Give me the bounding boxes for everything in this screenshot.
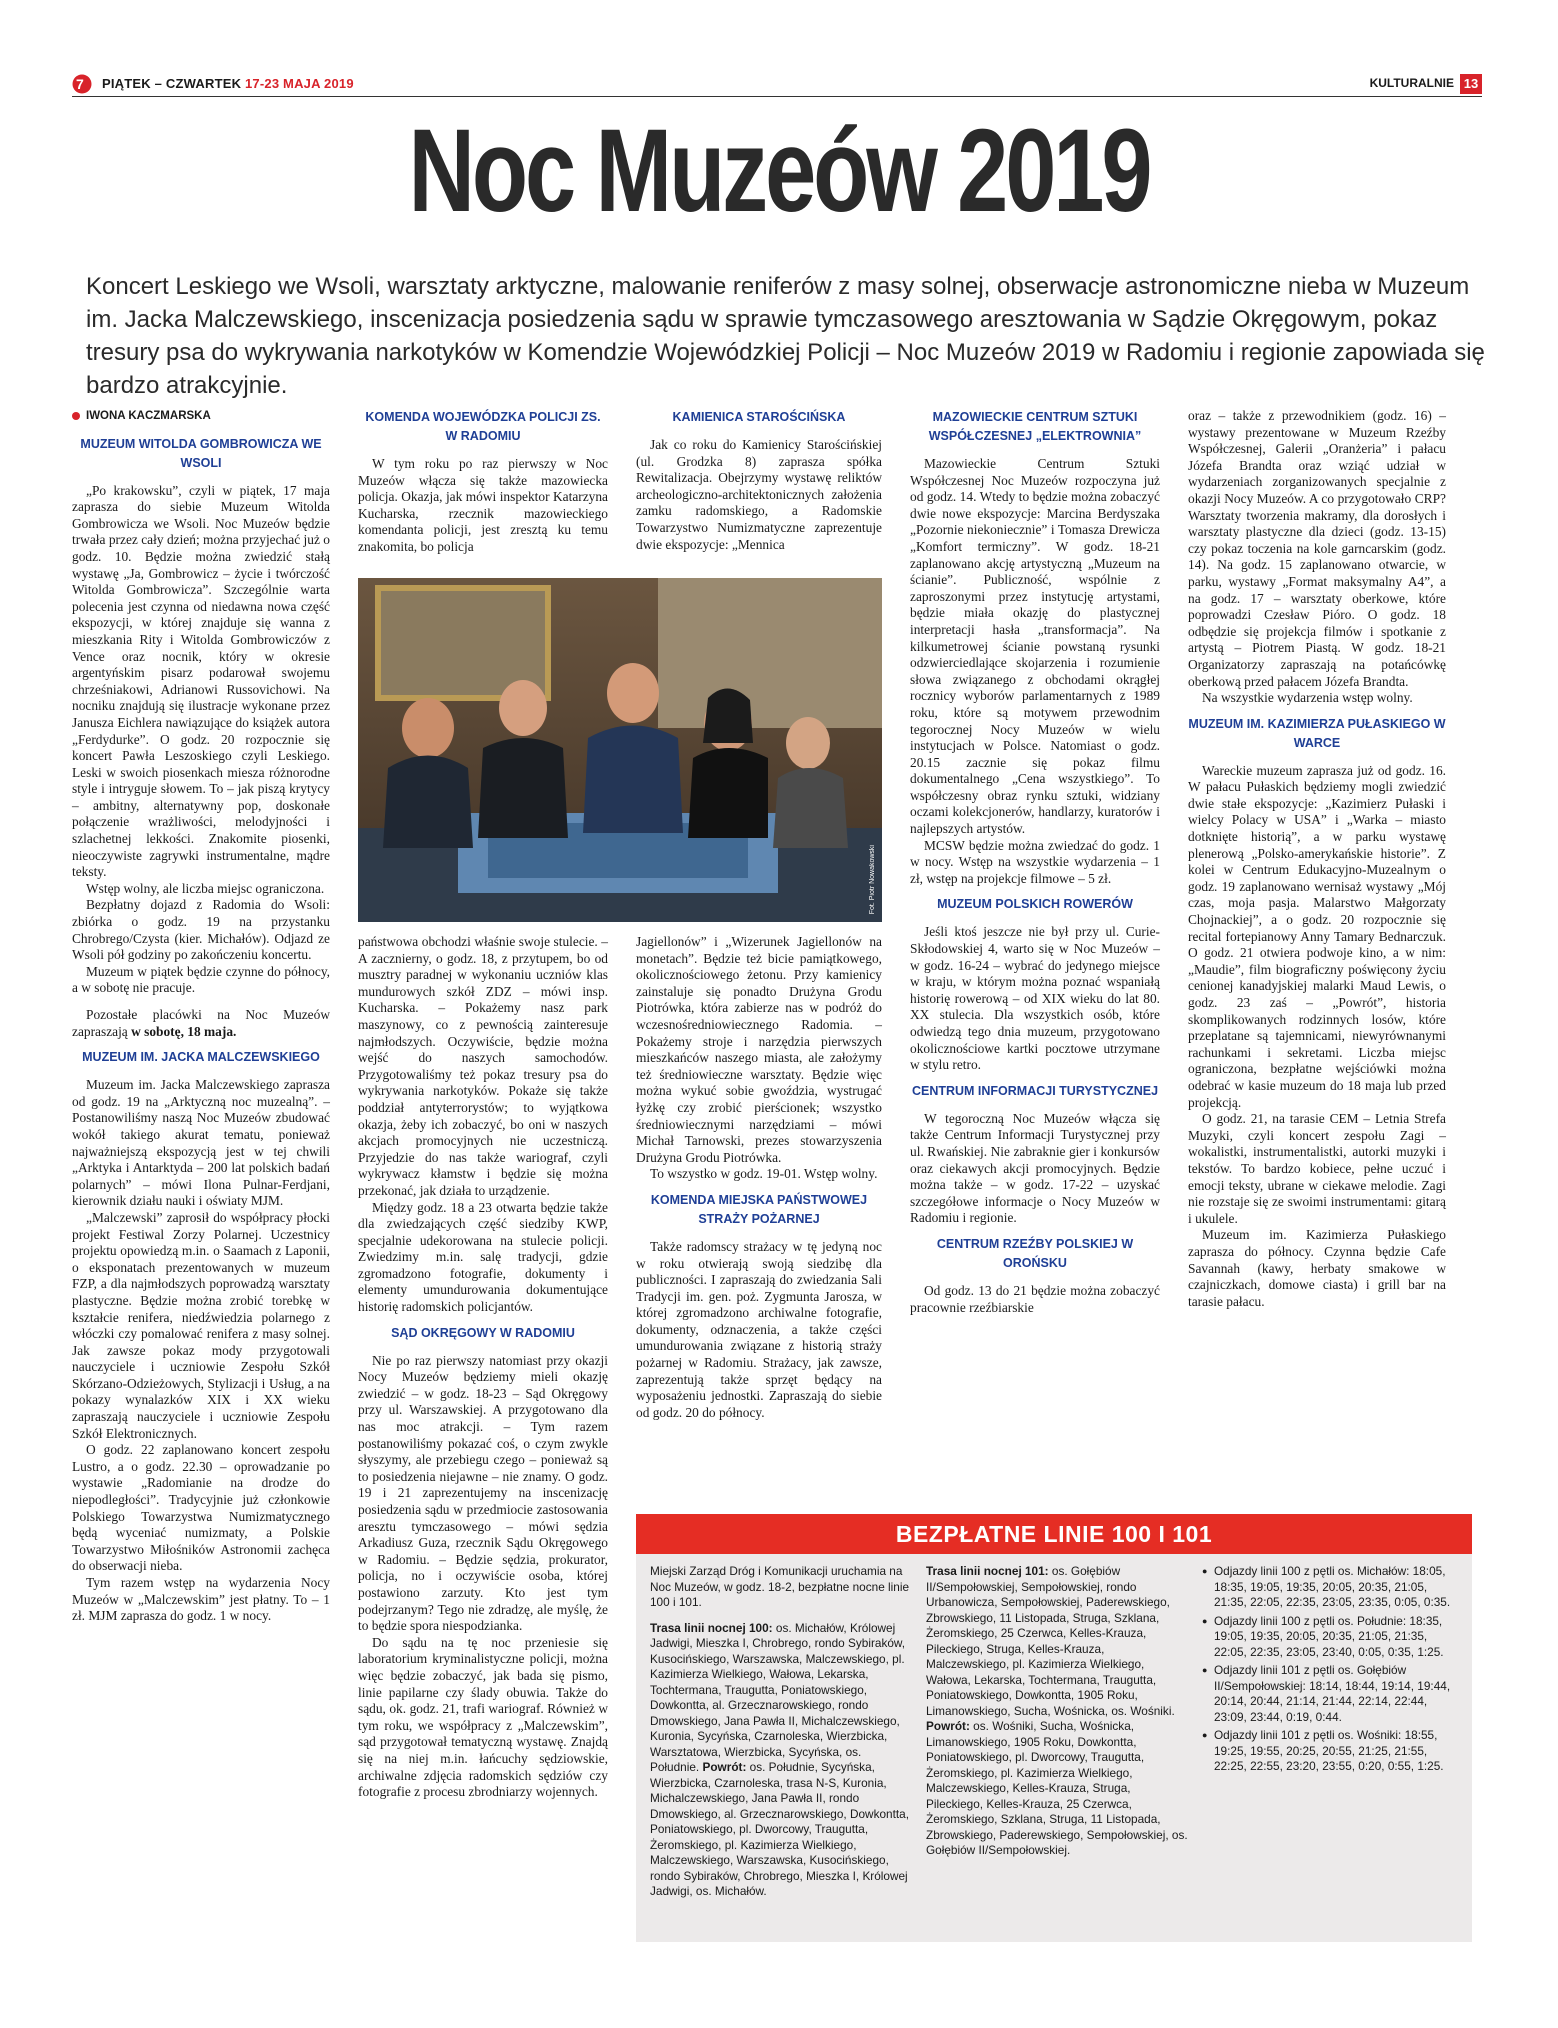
departure-times-item: ● Odjazdy linii 101 z pętli os. Wośniki: 18:55, 19:25, 19:55, 20:25, 20:55, 21:25, 21:55, 22:25, 22:55, 23:20, 23:55, 0:20, 0:55, 1:25. [1202,1728,1460,1775]
paragraph: O godz. 21, na tarasie CEM – Letnia Strefa Muzyki, czyli koncert zespołu Zagi – wokalistki, instrumentalistki, autorki muzyki i tekstów. To bardzo kobiece, pełne uczuć i emocji teksty, ubrane w ciekawe melodie. Zagi nie rozstaje się ze swoimi instrumentami: gitarą i ukulele. [1188,1111,1446,1226]
heading-bicycle-museum: MUZEUM POLSKICH ROWERÓW [937,897,1133,912]
heading-tourist-info: CENTRUM INFORMACJI TURYSTYCZNEJ [911,1083,1159,1098]
heading-malczewski-museum: MUZEUM IM. JACKA MALCZEWSKIEGO [82,1050,320,1065]
heading-court: SĄD OKRĘGOWY W RADOMIU [391,1325,575,1340]
photo-credit: Fot. Piotr Nowakowski [869,844,876,914]
paragraph: Jagiellonów” i „Wizerunek Jagiellonów na monetach”. Będzie też bicie pamiątkowego, okolicznościowego żetonu. Przy kamienicy zainstaluje się ponadto Drużyna Grodu Piotrówka, która zabierze nas w podróż do wczesnośredniowiecznego Radomia. – Pokażemy stroje i narzędzia pierwszych mieszkańców naszego miasta, ale założymy też średniowieczne warsztaty. Będzie więc można wykuć sobie gwoździa, wystrugać łyżkę czy zrobić pierścionek; wszystko średniowiecznymi narzędziami – mówi Michał Tarnowski, prezes stowarzyszenia Drużyna Grodu Piotrówka. [636,934,882,1165]
column-1 [72,408,330,1625]
paragraph: Pozostałe placówki na Noc Muzeów zapraszają w sobotę, 18 maja. [72,1007,330,1039]
paragraph: Wareckie muzeum zaprasza już od godz. 16. W pałacu Pułaskich będziemy mogli zwiedzić dwie stałe ekspozycje: „Kazimierz Pułaski i wielcy Polacy w USA” i „Warka – miasto dotknięte historią”, a w parku wystawę plenerową „Polsko-amerykańskie historie”. Z kolei w Centrum Edukacyjno-Muzealnym o godz. 19 zaplanowano wernisaż wystawy „Mój czas, moja pasja. Malarstwo Małgorzaty Chojnackiej”, a o godz. 20 rozpocznie się recital fortepianowy Anny Tamary Bednarczuk. O godz. 21 otwiera podwoje kino, a w nim: „Maudie”, film biograficzny poświęcony życiu cenionej kanadyjskiej malarki Maud Lewis, o godz. 23 zaś – „Powrót”, historia skomplikowanych rodzinnych losów, które przeplatane są tajemnicami, niewyrównanymi rachunkami i sekretami. Liczba miejsc ograniczona, bezpłatne wejściówki można odebrać w kasie muzeum do 18 maja lub przed projekcją. [1188,762,1446,1110]
bus-column-2 [926,1564,1188,1869]
bullet-icon [72,412,80,420]
paragraph: Muzeum im. Kazimierza Pułaskiego zaprasza do północy. Czynna będzie Cafe Savannah (kawy, herbaty smakowe w czajniczkach, domowe ciasta) i grill bar na tarasie pałacu. [1188,1227,1446,1309]
paragraph: W tegoroczną Noc Muzeów włącza się także Centrum Informacji Turystycznej przy ul. Rwańskiej. Nie zabraknie gier i konkursów oraz ciekawych akcji promocyjnych. Będzie można także – w godz. 17-22 – uzyskać szczegółowe informacje o Nocy Muzeów w Radomiu i regionie. [910,1110,1160,1226]
route-101: Trasa linii nocnej 101: os. Gołębiów II/Sempołowskiej, Sempołowskiej, rondo Urbanowicza, Sempołowskiej, Paderewskiego, Zbrowskiego, 11 Listopada, Struga, Szklana, Żeromskiego, 25 Czerwca, Kelles-Krauza, Pileckiego, Struga, Kelles-Krauza, Malczewskiego, pl. Kazimierza Wielkiego, Wałowa, Lekarska, Tochtermana, Traugutta, Poniatowskiego, Dowkontta, 1905 Roku, Limanowskiego, Sucha, Wośnicka, os. Wośniki. Powrót: os. Wośniki, Sucha, Wośnicka, Limanowskiego, 1905 Roku, Dowkontta, Poniatowskiego, pl. Dworcowy, Traugutta, Żeromskiego, pl. Kazimierza Wielkiego, Malczewskiego, Kelles-Krauza, Struga, Pileckiego, Kelles-Krauza, 25 Czerwca, Żeromskiego, Szklana, Struga, 11 Listopada, Zbrowskiego, Paderewskiego, Sempołowskiej, os. Gołębiów II/Sempołowskiej. [926,1564,1188,1857]
heading-sculpture-center: CENTRUM RZEŹBY POLSKIEJ W OROŃSKU [936,1236,1134,1270]
svg-text:7: 7 [76,76,84,92]
paragraph: Bezpłatny dojazd z Radomia do Wsoli: zbiórka o godz. 19 na przystanku Chrobrego/Czysta (kier. Michałów). Odjazd ze Wsoli pół godziny po zakończeniu koncertu. [72,897,330,963]
column-2-bottom [358,934,608,1801]
page-header [72,74,1482,96]
section-label: KULTURALNIE [1369,76,1454,90]
bus-intro: Miejski Zarząd Dróg i Komunikacji uruchamia na Noc Muzeów, w godz. 18-2, bezpłatne nocne linie 100 i 101. [650,1564,910,1609]
route-100: Trasa linii nocnej 100: os. Michałów, Królowej Jadwigi, Mieszka I, Chrobrego, rondo Sybiraków, Kusocińskiego, Warszawska, Malczewskiego, pl. Kazimierza Wielkiego, Wałowa, Lekarska, Tochtermana, Traugutta, Poniatowskiego, Dowkontta, al. Grzecznarowskiego, rondo Dmowskiego, Jana Pawła II, Michalczewskiego, Kuronia, Sycyńska, Czarnoleska, Wierzbicka, Warsztatowa, Wierzbicka, Sycyńska, os. Południe. Powrót: os. Południe, Sycyńska, Wierzbicka, Czarnoleska, trasa N-S, Kuronia, Michalczewskiego, Jana Pawła II, rondo Dmowskiego, al. Grzecznarowskiego, Dowkontta, Poniatowskiego, pl. Dworcowy, Traugutta, Żeromskiego, pl. Kazimierza Wielkiego, Malczewskiego, Warszawska, Kusocińskiego, rondo Sybiraków, Chrobrego, Mieszka I, Królowej Jadwigi, os. Michałów. [650,1620,909,1898]
heading-kamienica: KAMIENICA STAROŚCIŃSKA [672,410,846,424]
paragraph: Jeśli ktoś jeszcze nie był przy ul. Curie-Skłodowskiej 4, warto się w Noc Muzeów – w godz. 16-24 – wybrać do jedynego miejsce w kraju, w którym można poznać wspaniałą historię rowerową – od XIX wieku do lat 80. XX stulecia. Dla wszystkich osób, które odwiedzą tego dnia muzeum, przygotowano okolicznościowe kartki pocztowe utrzymane w stylu retro. [910,924,1160,1073]
paragraph: Jak co roku do Kamienicy Starościńskiej (ul. Grodzka 8) zaprasza spółka Rewitalizacja. Obejrzymy wystawę reliktów archeologiczno-architektonicznych założenia zamku radomskiego, a Radomskie Towarzystwo Numizmatyczne zaprezentuje dwie ekspozycje: „Mennica [636,437,882,552]
paragraph: państwowa obchodzi właśnie swoje stulecie. – A zacznierny, o godz. 18, z przytupem, bo od musztry paradnej w wykonaniu uczniów klas mundurowych szkół ZDZ – mówi insp. Kucharska. – Pokażemy nasz park maszynowy, co z pewnością zainteresuje najmłodszych. Oczywiście, będzie można wejść do naszych samochodów. Przygotowaliśmy też pokaz tresury psa do wykrywania narkotyków. Pokaże się także poddział antyterrorystów; to wyjątkowa okazja, żeby ich zobaczyć, bo oni w naszych akcjach promocyjnych nie uczestniczą. Przyjedzie do nas także wariograf, czyli wykrywacz kłamstw i będzie się można przekonać, jak działa to urządzenie. [358,934,608,1198]
departure-times-item: ● Odjazdy linii 100 z pętli os. Michałów: 18:05, 18:35, 19:05, 19:35, 20:05, 20:35, 21:05, 21:35, 22:05, 22:35, 23:05, 23:35, 0:05, 0:35. [1202,1564,1460,1611]
paragraph: W tym roku po raz pierwszy w Noc Muzeów włącza się także mazowiecka policja. Okazja, jak mówi inspektor Katarzyna Kucharska, rzecznik mazowieckiego komendanta policji, jest zresztą ku temu znakomita, bo policja [358,456,608,554]
paragraph: Wstęp wolny, ale liczba miejsc ograniczona. [86,880,325,896]
bus-column-3 [1202,1564,1460,1778]
column-2-top [358,408,608,556]
heading-police: KOMENDA WOJEWÓDZKA POLICJI ZS. W RADOMIU [365,410,601,443]
paragraph: MCSW będzie można zwiedzać do godz. 1 w nocy. Wstęp na wszystkie wydarzenia – 1 zł, wstęp na projekcje filmowe – 5 zł. [910,837,1160,886]
bus-lines-box [636,1554,1472,1942]
press-conference-photo [358,578,882,922]
issue-dates: PIĄTEK – CZWARTEK 17-23 MAJA 2019 [102,76,354,91]
column-3-bottom [636,934,882,1421]
paragraph: Tym razem wstęp na wydarzenia Nocy Muzeów w „Malczewskim” jest płatny. To – 1 zł. MJM zaprasza do godz. 1 w nocy. [72,1575,330,1624]
heading-gombrowicz-museum: MUZEUM WITOLDA GOMBROWICZA WE WSOLI [80,436,322,470]
paragraph: Na wszystkie wydarzenia wstęp wolny. [1202,690,1413,706]
paragraph: O godz. 22 zaplanowano koncert zespołu Lustro, a o godz. 22.30 – oprowadzanie po wystawie „Radomianie na drodze do niepodległości”. Tradycyjnie już członkowie Polskiego Towarzystwa Numizmatycznego będą wyceniać numizmaty, a Polskie Towarzystwo Miłośników Astronomii zachęca do obserwacji nieba. [72,1442,330,1574]
bus-column-1 [650,1564,912,1910]
heading-elektrownia: MAZOWIECKIE CENTRUM SZTUKI WSPÓŁCZESNEJ „ELEKTROWNIA” [928,410,1142,443]
paragraph: Do sądu na tę noc przeniesie się laboratorium kryminalistyczne policji, można więc będzie zobaczyć, jak bada się pismo, linie papilarne czy ślady obuwia. Także do sądu, ok. godz. 21, trafi wariograf. Również w tym roku, we współpracy z „Malczewskim”, sąd przygotował tematyczną wystawę. Znajdą się na niej m.in. łańcuchy sędziowskie, archiwalne zdjęcia radomskich sędziów czy fotografie z procesu zbrodniarzy wojennych. [358,1634,608,1800]
column-3-top [636,408,882,553]
author-byline: IWONA KACZMARSKA [72,408,330,425]
paragraph: Muzeum im. Jacka Malczewskiego zaprasza od godz. 19 na „Arktyczną noc muzealną”. – Postanowiliśmy naszą Noc Muzeów zbudować wokół takiego akurat tematu, ponieważ najważniejszą ekspozycją jest w tej chwili „Arktyka i Antarktyda – 200 lat polskich badań polarnych” – mówi Ilona Pulnar-Ferdjani, kierownik działu nauki i oświaty MJM. [72,1077,330,1209]
departure-times-item: ● Odjazdy linii 100 z pętli os. Południe: 18:35, 19:05, 19:35, 20:05, 20:35, 21:05, 21:35, 22:05, 22:35, 23:05, 23:40, 0:05, 0:35, 1:25. [1202,1614,1460,1661]
column-5 [1188,408,1446,1310]
heading-fire-brigade: KOMENDA MIEJSKA PAŃSTWOWEJ STRAŻY POŻARNEJ [650,1192,868,1226]
departure-times-list [1202,1564,1460,1775]
departure-times-item: ● Odjazdy linii 101 z pętli os. Gołębiów II/Sempołowskiej: 18:14, 18:44, 19:14, 19:44, 20:14, 20:44, 21:14, 21:44, 22:14, 22:44, 23:09, 23:44, 0:19, 0:44. [1202,1663,1460,1725]
paragraph: To wszystko w godz. 19-01. Wstęp wolny. [650,1166,878,1182]
paragraph: Między godz. 18 a 23 otwarta będzie także dla zwiedzających część siedziby KWP, specjalnie udekorowana na stulecie policji. Zwiedzimy m.in. salę tradycji, gdzie zgromadzono fotografie, dokumenty i elementy umundurowania dokumentujące historię radomskich policjantów. [358,1199,608,1315]
column-4 [910,408,1160,1316]
page-number: 13 [1460,74,1482,94]
paragraph: oraz – także z przewodnikiem (godz. 16) – wystawy prezentowane w Muzeum Rzeźby Współczesnej, Galerii „Oranżeria” i pałacu Józefa Brandta oraz wziąć udział w wydarzeniach zorganizowanych specjalnie z okazji Nocy Muzeów. A co przygotowało CRP? Warsztaty tworzenia makramy, dla dorosłych i warsztaty plastyczne dla dzieci (godz. 13-15) czy pokaz toczenia na kole garncarskim (godz. 14). Na godz. 15 zaplanowano otwarcie, w parku, wystawy „Format maksymalny A4”, a na godz. 17 – warsztaty oberkowe, które poprowadzi Czesław Pióro. O godz. 18 odbędzie się projekcja filmów i spotkanie z artystą – Piotrem Piastą. W godz. 18-21 Organizatorzy zapraszają na potańcówkę oberkową przed pałacem Józefa Brandta. [1188,408,1446,689]
paragraph: Także radomscy strażacy w tę jedyną noc w roku otwierają swoją siedzibę dla publiczności. I zapraszają do zwiedzania Sali Tradycji im. gen. poż. Zygmunta Jarosza, w której zgromadzono archiwalne fotografie, dokumenty, odznaczenia, a także części umundurowania związane z historią straży pożarnej w Radomiu. Strażacy, jak zawsze, zaprezentują także sprzęt będący na wyposażeniu jednostki. Zapraszają do siebie od godz. 20 do północy. [636,1238,882,1420]
newspaper-logo-icon [72,74,98,94]
paragraph: „Malczewski” zaprosił do współpracy płocki projekt Festiwal Zorzy Polarnej. Uczestnicy projektu opowiedzą m.in. o Saamach z Laponii, o eksponatach prezentowanych w muzeum FZP, a dla najmłodszych poprowadzą warsztaty plastyczne. Będzie można zrobić torebkę w kształcie renifera, niedźwiedzia polarnego z włóczki czy pomalować renifera z masy solnej. Jak zawsze pokaz mody przygotowali nauczyciele i uczniowie Zespołu Szkół Skórzano-Odzieżowych, Stylizacji i Usług, a na pokazy wynalazków XIX i XX wieku zapraszają nauczyciele i uczniowie Zespołu Szkół Elektronicznych. [72,1209,330,1441]
paragraph: Mazowieckie Centrum Sztuki Współczesnej Noc Muzeów rozpoczyna już od godz. 14. Wtedy to będzie można zobaczyć dwie nowe ekspozycje: Marcina Berdyszaka „Pozornie niekoniecznie” i Tomasza Drewicza „Komfort termiczny”. W godz. 18-21 zaplanowano akcję artystyczną „Muzeum na ścianie”. Publiczność, wspólnie z zaproszonymi przez instytucję artystami, będzie miała okazję do plastycznej interpretacji hasła „transformacja”. Na kilkumetrowej ścianie powstaną rysunki odzwierciedlające skojarzenia i rozumienie słowa związanego z obchodami okrągłej rocznicy wyborów parlamentarnych z 1989 roku, które są motywem przewodnim tegorocznej Nocy Muzeów w wielu instytucjach w Polsce. Natomiast o godz. 20.15 zacznie się pokaz filmu dokumentalnego „Cena wszystkiego”. To współczesny obraz rynku sztuki, widziany oczami kolekcjonerów, handlarzy, kuratorów i najlepszych artystów. [910,456,1160,837]
lead-paragraph: Koncert Leskiego we Wsoli, warsztaty arktyczne, malowanie reniferów z masy solnej, obserwacje astronomiczne nieba w Muzeum im. Jacka Malczewskiego, inscenizacja posiedzenia sądu w sprawie tymczasowego aresztowania w Sądzie Okręgowym, pokaz tresury psa do wykrywania narkotyków w Komendzie Wojewódzkiej Policji – Noc Muzeów 2019 w Radomiu i regionie zapowiada się bardzo atrakcyjnie. [86,273,1485,399]
page-title: Noc Muzeów 2019 [408,105,1150,237]
photo-illustration [358,578,882,922]
heading-pulaski-museum: MUZEUM IM. KAZIMIERZA PUŁASKIEGO W WARCE [1188,716,1446,750]
header-rule [72,96,1482,97]
paragraph: Nie po raz pierwszy natomiast przy okazji Nocy Muzeów będziemy mieli okazję zwiedzić – w godz. 18-23 – Sąd Okręgowy przy ul. Warszawskiej. A przygotowano dla nas moc atrakcji. – Tym razem postanowiliśmy pokazać coś, o czym zwykle słyszymy, ale przebiegu czego – ponieważ są to posiedzenia niejawne – nie znamy. O godz. 19 i 21 zaprezentujemy na inscenizację posiedzenia sądu w przedmiocie zastosowania aresztu tymczasowego – mówi sędzia Arkadiusz Guza, rzecznik Sądu Okręgowego w Radomiu. – Będzie sędzia, prokurator, policja, no i oczywiście osoba, której postawiono zarzuty. Kto jest tym podejrzanym? Tego nie zdradzę, ale myślę, że to będzie spora niespodzianka. [358,1352,608,1634]
paragraph: „Po krakowsku”, czyli w piątek, 17 maja zaprasza do siebie Muzeum Witolda Gombrowicza we Wsoli. Noc Muzeów będzie trwała przez cały dzień; można przyjechać już o godz. 10. Będzie można zwiedzić stałą wystawę „Ja, Gombrowicz – życie i twórczość Witolda Gombrowicza”. Szczególnie warta polecenia jest czynna od niedawna nowa część ekspozycji, w której znajduje się wanna z mieszkania Rity i Witolda Gombrowiczów z Vence oraz nocnik, który w okresie argentyńskim pisarz podarował swojemu chrześniakowi, Adrianowi Russovichowi. Na nocniku znajdują się ilustracje wykonane przez Janusza Eichlera nawiązujące do książek autora „Ferdydurke”. O godz. 20 rozpocznie się koncert Pawła Leszoskiego czyli Leskiego. Leski w swoich piosenkach miesza różnorodne style i intryguje słowem. To – jak piszą krytycy – ambitny, alternatywny pop, doskonałe połączenie wrażliwości, melodyjności i szlachetnej lekkości. Znakomite piosenki, nieoczywiste zagrywki instrumentalne, mądre teksty. [72,482,330,880]
paragraph: Muzeum w piątek będzie czynne do północy, a w sobotę nie pracuje. [72,963,330,996]
paragraph: Od godz. 13 do 21 będzie można zobaczyć pracownie rzeźbiarskie [910,1282,1160,1315]
bus-lines-heading: BEZPŁATNE LINIE 100 I 101 [636,1514,1472,1554]
